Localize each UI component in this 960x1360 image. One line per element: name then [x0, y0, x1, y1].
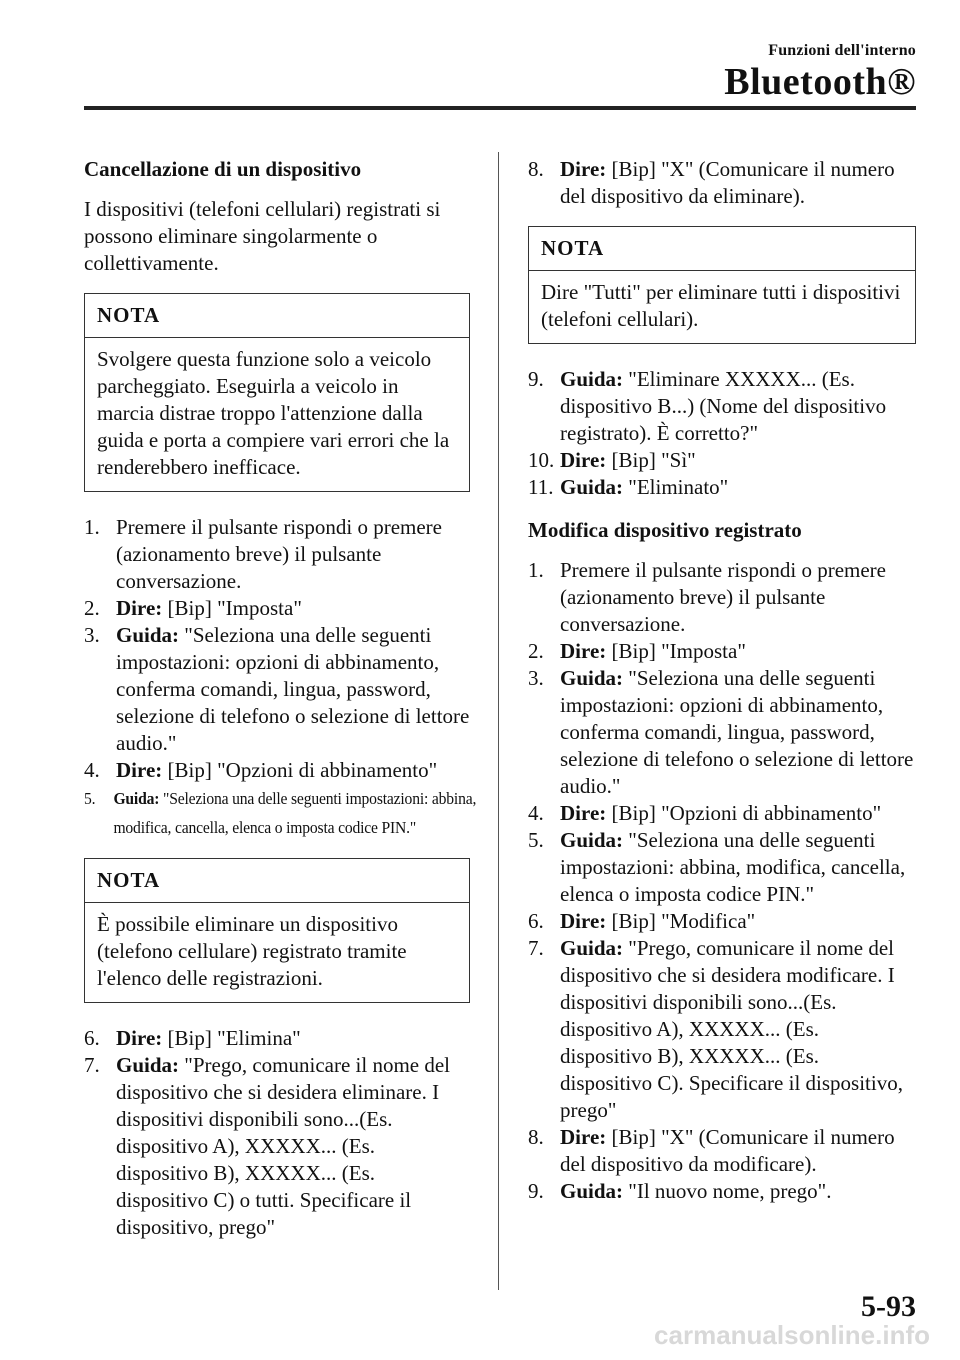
step-text: "Il nuovo nome, prego". [623, 1179, 832, 1203]
step-text: [Bip] "Elimina" [162, 1026, 301, 1050]
step-label: Guida: [560, 475, 624, 499]
step-label: Guida: [560, 828, 624, 852]
step-list [528, 156, 916, 210]
step-text: "Eliminare XXXXX... (Es. dispositivo B...) (Nome del dispositivo registrato). È corretto?" [560, 367, 887, 445]
step-number: 10. [528, 448, 555, 472]
step-number: 4. [528, 801, 544, 825]
step-number: 5. [84, 789, 96, 808]
step-text: "Prego, comunicare il nome del dispositivo che si desidera eliminare. I dispositivi disponibili sono...(Es. dispositivo A), XXXXX... (Es. dispositivo B), XXXXX... (Es. dispositivo C) o tutti. Specificare il dispositivo, prego" [116, 1053, 451, 1239]
intro-paragraph: I dispositivi (telefoni cellulari) registrati si possono eliminare singolarmente o collettivamente. [84, 197, 441, 275]
list-item [84, 784, 500, 842]
step-label: Guida: [560, 666, 624, 690]
list-item [528, 800, 916, 827]
step-text: "Seleziona una delle seguenti impostazioni: abbina, modifica, cancella, elenca o imposta codice PIN." [113, 789, 477, 837]
nota-box [84, 858, 470, 1003]
left-column [84, 156, 477, 1257]
step-text: "Seleziona una delle seguenti impostazioni: abbina, modifica, cancella, elenca o imposta codice PIN." [560, 828, 906, 906]
section-heading: Modifica dispositivo registrato [528, 518, 802, 542]
step-label: Dire: [116, 1026, 163, 1050]
step-text: [Bip] "Modifica" [606, 909, 756, 933]
step-number: 9. [528, 367, 544, 391]
step-number: 9. [528, 1179, 544, 1203]
list-item [528, 638, 916, 665]
step-label: Dire: [560, 801, 607, 825]
step-number: 3. [84, 623, 100, 647]
step-text: "Seleziona una delle seguenti impostazioni: opzioni di abbinamento, conferma comandi, lingua, password, selezione di telefono o selezione di lettore audio." [560, 666, 914, 798]
step-list [528, 366, 916, 501]
list-item [528, 156, 916, 210]
list-item [528, 665, 916, 800]
list-item [528, 1124, 916, 1178]
list-item [84, 1052, 470, 1241]
list-item [84, 514, 470, 595]
nota-text: Dire "Tutti" per eliminare tutti i dispositivi (telefoni cellulari). [541, 280, 901, 331]
step-text: [Bip] "Imposta" [162, 596, 302, 620]
step-list [528, 557, 916, 1205]
step-text: [Bip] "Opzioni di abbinamento" [606, 801, 882, 825]
step-label: Guida: [560, 1179, 624, 1203]
list-item [84, 757, 470, 784]
step-text: "Eliminato" [623, 475, 729, 499]
step-label: Guida: [560, 936, 624, 960]
header-rule [84, 106, 916, 110]
step-number: 1. [528, 558, 544, 582]
step-text: [Bip] "Sì" [606, 448, 696, 472]
step-label: Dire: [116, 596, 163, 620]
nota-box [528, 226, 916, 344]
step-number: 6. [84, 1026, 100, 1050]
nota-label: NOTA [85, 859, 469, 903]
list-item [84, 622, 470, 757]
list-item [528, 474, 916, 501]
step-number: 5. [528, 828, 544, 852]
header-title: Bluetooth® [724, 61, 916, 103]
nota-text: È possibile eliminare un dispositivo (telefono cellulare) registrato tramite l'elenco delle registrazioni. [97, 912, 407, 990]
list-item [84, 595, 470, 622]
step-number: 2. [84, 596, 100, 620]
step-number: 7. [84, 1053, 100, 1077]
list-item [84, 1025, 470, 1052]
step-number: 4. [84, 758, 100, 782]
nota-label: NOTA [529, 227, 915, 271]
header-section: Funzioni dell'interno [768, 42, 916, 59]
step-number: 8. [528, 1125, 544, 1149]
nota-text: Svolgere questa funzione solo a veicolo parcheggiato. Eseguirla a veicolo in marcia distrae troppo l'attenzione dalla guida e porta a compiere vari errori che la renderebbero inefficace. [97, 347, 450, 479]
watermark: carmanualsonline.info [654, 1320, 930, 1350]
list-item [528, 366, 916, 447]
step-text: Premere il pulsante rispondi o premere (azionamento breve) il pulsante conversazione. [116, 515, 442, 593]
step-number: 7. [528, 936, 544, 960]
list-item [528, 827, 916, 908]
step-label: Dire: [560, 909, 607, 933]
step-text: [Bip] "Imposta" [606, 639, 746, 663]
step-label: Guida: [116, 623, 180, 647]
list-item [528, 557, 916, 638]
right-column [528, 156, 916, 1221]
step-label: Dire: [560, 639, 607, 663]
column-divider [498, 152, 499, 1290]
step-number: 3. [528, 666, 544, 690]
step-text: [Bip] "X" (Comunicare il numero del dispositivo da modificare). [560, 1125, 895, 1176]
step-text: [Bip] "X" (Comunicare il numero del dispositivo da eliminare). [560, 157, 895, 208]
step-list [84, 1025, 470, 1241]
step-label: Dire: [560, 448, 607, 472]
list-item [528, 447, 916, 474]
step-label: Dire: [560, 1125, 607, 1149]
step-number: 6. [528, 909, 544, 933]
nota-box [84, 293, 470, 492]
step-text: Premere il pulsante rispondi o premere (azionamento breve) il pulsante conversazione. [560, 558, 886, 636]
step-label: Guida: [116, 1053, 180, 1077]
step-list [84, 514, 477, 842]
step-number: 8. [528, 157, 544, 181]
step-text: [Bip] "Opzioni di abbinamento" [162, 758, 438, 782]
list-item [528, 935, 916, 1124]
step-text: "Seleziona una delle seguenti impostazioni: opzioni di abbinamento, conferma comandi, lingua, password, selezione di telefono o selezione di lettore audio." [116, 623, 470, 755]
step-label: Dire: [560, 157, 607, 181]
step-number: 2. [528, 639, 544, 663]
page-number: 5-93 [861, 1290, 916, 1323]
step-text: "Prego, comunicare il nome del dispositivo che si desidera modificare. I dispositivi disponibili sono...(Es. dispositivo A), XXXXX... (Es. dispositivo B), XXXXX... (Es. dispositivo C). Specificare il dispositivo, prego" [560, 936, 903, 1122]
nota-label: NOTA [85, 294, 469, 338]
list-item [528, 908, 916, 935]
step-label: Dire: [116, 758, 163, 782]
step-number: 1. [84, 515, 100, 539]
section-heading: Cancellazione di un dispositivo [84, 157, 362, 181]
step-label: Guida: [113, 789, 160, 808]
list-item [528, 1178, 916, 1205]
step-label: Guida: [560, 367, 624, 391]
step-number: 11. [528, 475, 554, 499]
